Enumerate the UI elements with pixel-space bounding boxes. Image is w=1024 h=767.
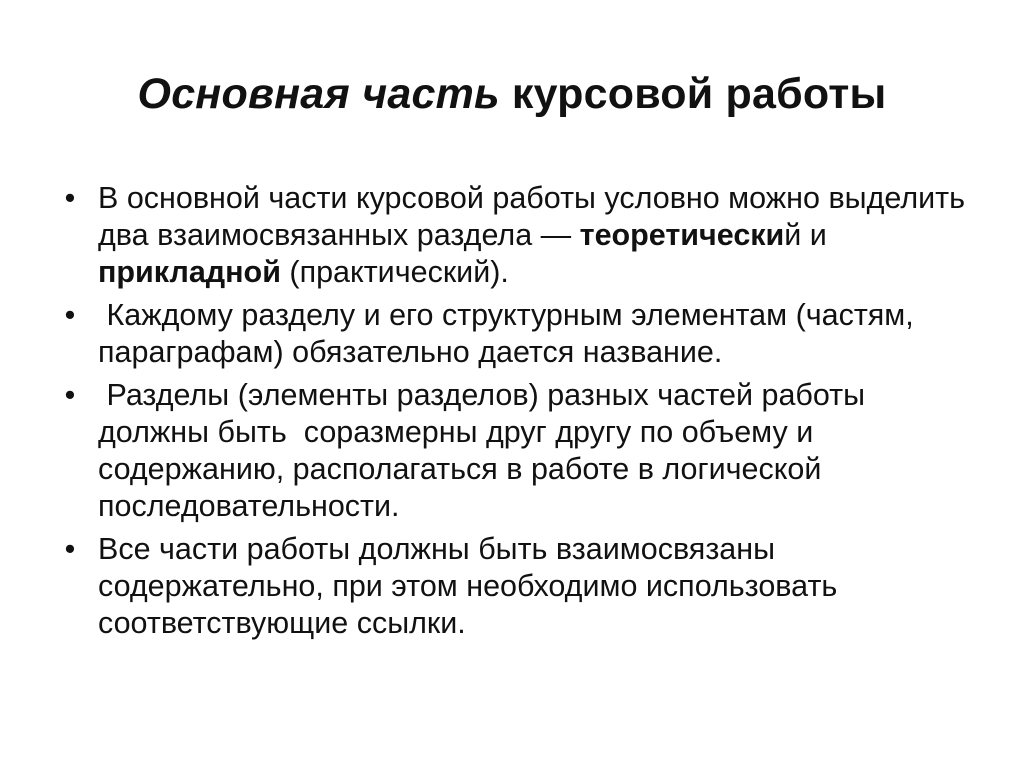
list-item — [60, 297, 980, 371]
list-item — [60, 377, 980, 525]
list-item-text: Каждому разделу и его структурным элементам (частям, параграфам) обязательно дается название. — [98, 298, 923, 369]
slide-title-italic: Основная часть — [137, 70, 500, 118]
list-item-text-part: (практический). — [280, 255, 509, 289]
list-item — [60, 180, 980, 291]
list-item-text: Все части работы должны быть взаимосвязаны содержательно, при этом необходимо использовать соответствующие ссылки. — [98, 532, 838, 640]
bullet-icon: • — [64, 378, 76, 412]
bullet-icon: • — [64, 532, 76, 566]
bullet-icon: • — [64, 298, 76, 332]
bullet-icon: • — [64, 181, 76, 215]
list-item-bold-theoretical: теоретически — [579, 218, 785, 252]
list-item — [60, 531, 980, 642]
list-item-text-part: В основной части курсовой работы условно можно выделить два взаимосвязанных раздела — — [98, 181, 966, 252]
slide-title-rest: курсовой работы — [499, 70, 887, 118]
list-item-text: Разделы (элементы разделов) разных частей работы должны быть соразмерны друг другу по объему и содержанию, располагаться в работе в логической последовательности. — [98, 378, 874, 523]
list-item-text-part: й и — [784, 218, 827, 252]
slide-title — [0, 70, 1024, 119]
bullet-list — [60, 180, 980, 648]
list-item-bold-applied: прикладной — [98, 255, 281, 289]
list-item-text — [98, 181, 965, 289]
